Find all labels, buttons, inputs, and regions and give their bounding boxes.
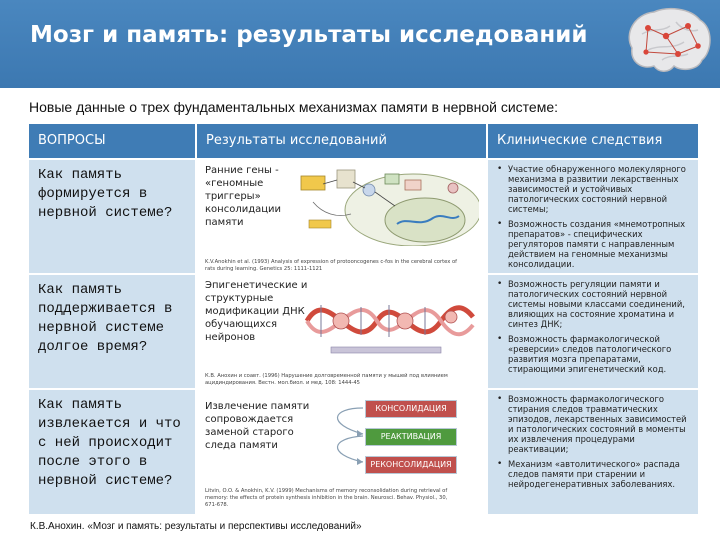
result-cell [197,275,486,388]
gene-expression-figure [293,162,479,246]
slide-footer: К.В.Анохин. «Мозг и память: результаты и перспективы исследований» [30,521,362,532]
clinical-cell [488,390,698,514]
question-cell: Как память формируется в нервной системе? [29,160,195,273]
result-text: Извлечение памяти сопровождается заменой старого следа памяти [205,401,310,451]
clinical-item: • Возможность создания «мнемотропных препаратов» - специфических регуляторов памяти с направленным действием на геномные механизмы консолидации. [508,219,692,269]
citation-text: Litvin, O.O. & Anokhin, K.V. (1999) Mechanisms of memory reconsolidation during retrieval of memory: the effects of protein synthesis inhibition in the brain. Neurosci. Behav. Physiol., 30, 671-678. [205,488,448,508]
title-bar [0,0,720,88]
research-table [29,124,698,514]
header-results: Результаты исследований [197,124,486,158]
header-clinical: Клинические следствия [488,124,698,158]
clinical-item: • Возможность регуляции памяти и патологических состояний нервной системы новыми классами соединений, влияющих на состояние хроматина и синтез ДНК; [508,279,692,329]
cycle-arrows [319,404,367,468]
step-konsolidatsiya: КОНСОЛИДАЦИЯ [365,400,457,418]
result-text: Эпигенетические и структурные модификации ДНК обучающихся нейронов [205,280,308,343]
clinical-cell [488,275,698,388]
step-rekonsolidatsiya: РЕКОНСОЛИДАЦИЯ [365,456,457,474]
clinical-cell [488,160,698,273]
clinical-item: • Возможность фармакологической «реверсии» следов патологического развития мозга препаратами, стирающими эпигенетический код. [508,334,692,374]
slide-subtitle: Новые данные о трех фундаментальных механизмах памяти в нервной системе: [29,99,559,115]
result-cell [197,390,486,514]
clinical-item: • Механизм «автолитического» распада следов памяти при старении и нейродегенеративных заболеваниях. [508,459,692,489]
step-reaktivatsiya: РЕАКТИВАЦИЯ [365,428,457,446]
slide-title: Мозг и память: результаты исследований [30,22,588,48]
clinical-item: • Участие обнаруженного молекулярного механизма в развитии лекарственных зависимостей и устойчивых патологических состояний нервной системы; [508,164,692,214]
citation-text: К.В. Анохин и соавт. (1996) Нарушение долговременной памяти у мышей под влиянием ацидиндирования. Вестн. мол.биол. и мед. 108: 1444-45 [205,373,448,386]
result-cell [197,160,486,273]
result-text: Ранние гены - «геномные триггеры» консолидации памяти [205,165,282,228]
question-cell: Как память поддерживается в нервной системе долгое время? [29,275,195,388]
question-cell: Как память извлекается и что с ней происходит после этого в нервной системе? [29,390,195,514]
header-questions: ВОПРОСЫ [29,124,195,158]
brain-network-icon [618,4,716,84]
dna-chromatin-figure [301,277,477,365]
clinical-item: • Возможность фармакологического стирания следов травматических эпизодов, лекарственных зависимостей и патологических состояний в моменты их извлечения процедурами реактивации; [508,394,692,454]
citation-text: K.V.Anokhin et al. (1993) Analysis of expression of protooncogenes c-fos in the cerebral cortex of rats during learning. Genetics 25: 1111-1121 [205,259,457,272]
